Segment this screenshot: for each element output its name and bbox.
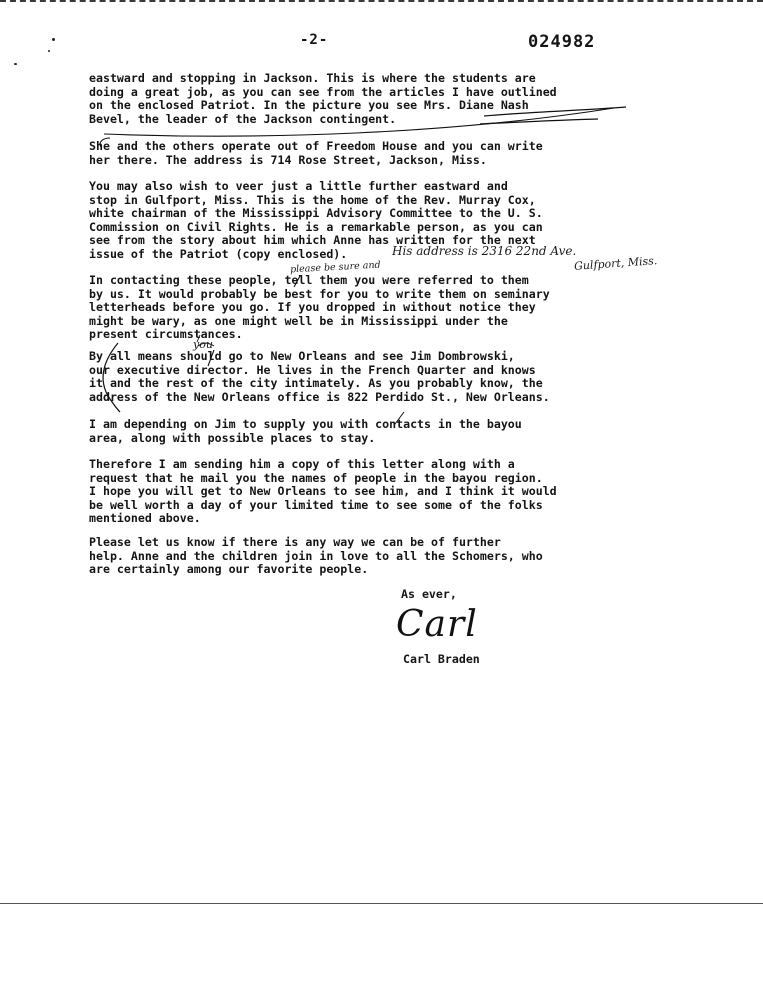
paragraph-freedom-house: She and the others operate out of Freedom House and you can write her there. The address is 714 Rose Street, Jackson, Miss. xyxy=(89,139,543,167)
handwritten-insertion-please: please be sure and xyxy=(289,259,381,276)
closing-phrase: As ever, xyxy=(401,587,457,601)
caret-mark xyxy=(197,335,200,342)
document-number: 024982 xyxy=(528,32,596,52)
bracket-mark xyxy=(198,343,214,346)
signer-name: Carl Braden xyxy=(403,652,480,666)
paragraph-new-orleans: By all means should go to New Orleans and see Jim Dombrowski, our executive director. He lives in the French Quarter and knows it and the rest of the city intimately. As you probably know, the address of the New Orleans office is 822 Perdido St., New Orleans. xyxy=(89,349,550,404)
caret-mark xyxy=(294,276,300,287)
paragraph-closing-remarks: Please let us know if there is any way we can be of further help. Anne and the children join in love to all the Schomers, who are certainly among our favorite people. xyxy=(89,535,543,577)
paragraph-jackson: eastward and stopping in Jackson. This is where the students are doing a great job, as you can see from the articles I have outlined on the enclosed Patriot. In the picture you see Mrs. Diane Nash Bevel, the leader of the Jackson contingent. xyxy=(89,71,557,126)
signature: Carl xyxy=(396,604,478,645)
margin-bracket-mark xyxy=(103,343,120,412)
handwritten-city-note: Gulfport, Miss. xyxy=(573,254,658,273)
handwritten-insertion-you: you xyxy=(193,338,213,351)
underline-mark xyxy=(484,107,626,116)
paragraph-bayou-contacts: I am depending on Jim to supply you with contacts in the bayou area, along with possible places to stay. xyxy=(89,417,522,445)
caret-mark xyxy=(395,412,404,424)
handwritten-address-note: His address is 2316 22nd Ave. xyxy=(392,244,577,258)
paragraph-gulfport: You may also wish to veer just a little further eastward and stop in Gulfport, Miss. This is the home of the Rev. Murray Cox, white chairman of the Mississippi Advisory Committee to the U. S. Commission on Civil Rights. He is a remarkable person, as you can see from the story about him which Anne has written for the next issue of the Patriot (copy enclosed). xyxy=(89,179,543,261)
caret-mark xyxy=(208,350,214,366)
bracket-mark xyxy=(100,138,110,147)
bottom-edge-rule xyxy=(0,903,763,904)
page-number: -2- xyxy=(300,32,329,48)
paragraph-sending-copy: Therefore I am sending him a copy of this letter along with a request that he mail you the names of people in the bayou region. I hope you will get to New Orleans to see him, and I think it would be well worth a day of your limited time to see some of the folks mentioned above. xyxy=(89,457,557,526)
paragraph-contacting: In contacting these people, tell them you were referred to them by us. It would probably be best for you to write them on seminary letterheads before you go. If you dropped in without notice they might be wary, as one might well be in Mississippi under the present circumstances. xyxy=(89,273,550,342)
